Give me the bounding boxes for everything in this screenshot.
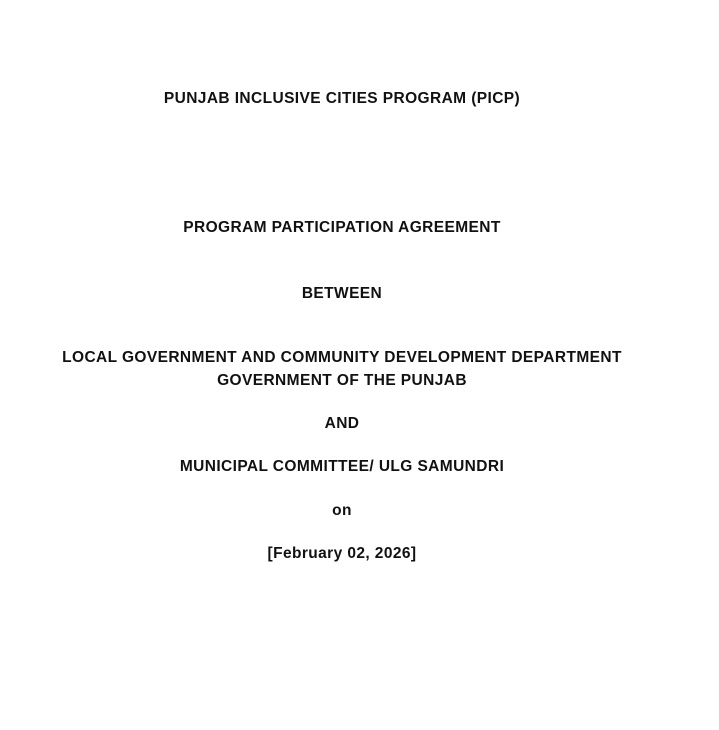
on-label: on: [332, 502, 352, 519]
agreement-date: [February 02, 2026]: [267, 545, 417, 562]
agreement-title: PROGRAM PARTICIPATION AGREEMENT: [183, 219, 501, 236]
party-two: MUNICIPAL COMMITTEE/ ULG SAMUNDRI: [179, 458, 505, 475]
party-one-line1: LOCAL GOVERNMENT AND COMMUNITY DEVELOPMENT DEPARTMENT: [62, 349, 622, 366]
and-label: AND: [324, 415, 360, 432]
between-label: BETWEEN: [301, 285, 383, 302]
program-title: PUNJAB INCLUSIVE CITIES PROGRAM (PICP): [163, 90, 521, 107]
party-one-line2: GOVERNMENT OF THE PUNJAB: [217, 372, 467, 389]
